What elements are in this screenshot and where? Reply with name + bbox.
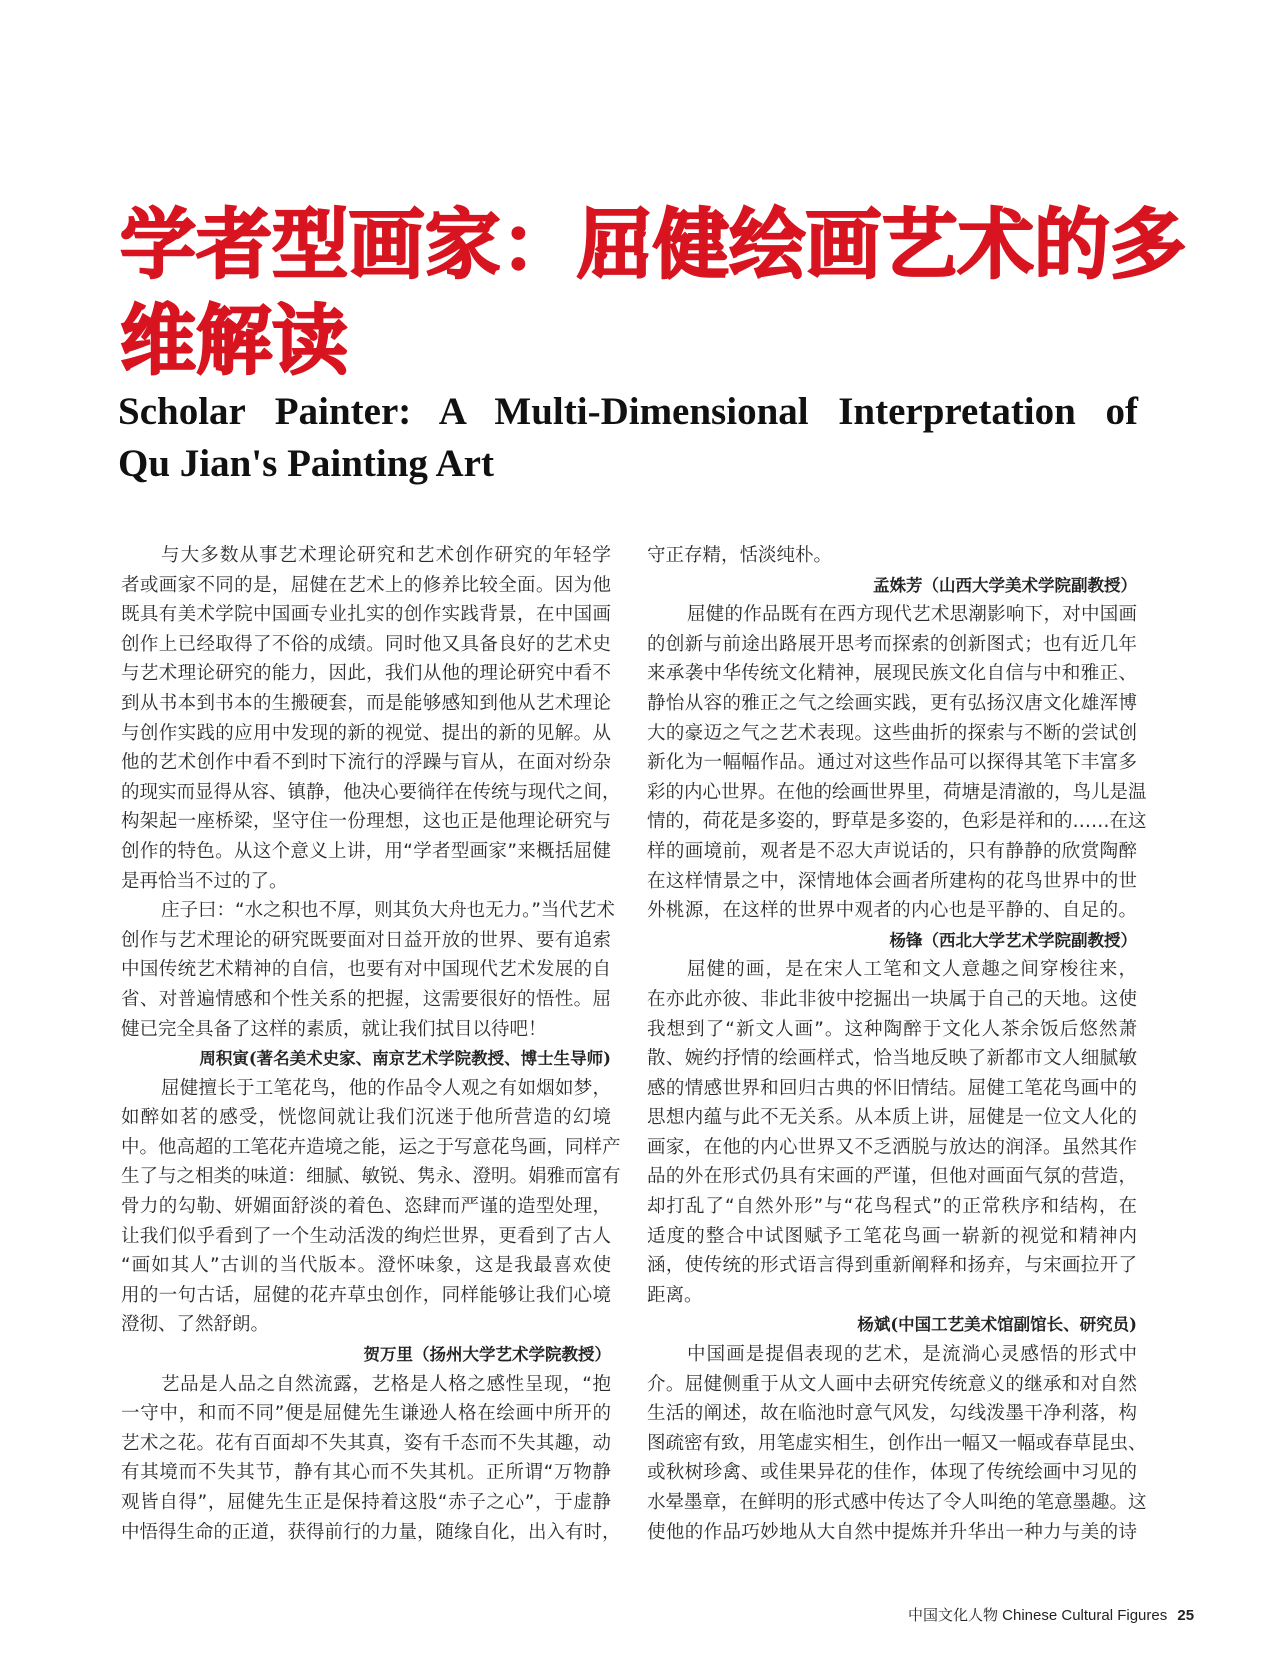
english-title-line-2: Qu Jian's Painting Art [118,442,494,486]
text-line: 既具有美术学院中国画专业扎实的创作实践背景，在中国画 [121,604,611,626]
text-line: 中国画是提倡表现的艺术，是流淌心灵感悟的形式中 [687,1344,1137,1366]
text-line: 有其境而不失其节，静有其心而不失其机。正所谓“万物静 [121,1462,611,1484]
author-attribution: 孟姝芳（山西大学美术学院副教授） [873,575,1137,595]
text-line: 用的一句古话，屈健的花卉草虫创作，同样能够让我们心境 [121,1284,611,1306]
text-line: 省、对普遍情感和个性关系的把握，这需要很好的悟性。屈 [121,988,611,1010]
text-line: 样的画境前，观者是不忍大声说话的，只有静静的欣赏陶醉 [647,840,1137,862]
text-line: 品的外在形式仍具有宋画的严谨，但他对画面气氛的营造， [647,1166,1137,1188]
text-line: 中。他高超的工笔花卉造境之能，运之于写意花鸟画，同样产 [121,1136,621,1158]
text-line: 与大多数从事艺术理论研究和艺术创作研究的年轻学 [161,545,611,566]
text-line: 涵，使传统的形式语言得到重新阐释和扬弃，与宋画拉开了 [647,1255,1137,1277]
text-line: 来承袭中华传统文化精神，展现民族文化自信与中和雅正、 [647,663,1137,685]
text-line: 创作与艺术理论的研究既要面对日益开放的世界、要有追索 [121,929,611,951]
text-line: 者或画家不同的是，屈健在艺术上的修养比较全面。因为他 [121,574,611,596]
article-column-left [121,541,621,1547]
text-line: 艺术之花。花有百面却不失其真，姿有千态而不失其趣，动 [121,1432,611,1454]
text-line: 水晕墨章，在鲜明的形式感中传达了令人叫绝的笔意墨趣。这 [647,1492,1147,1513]
author-attribution: 杨斌(中国工艺美术馆副馆长、研究员) [857,1315,1137,1335]
text-line: 情的，荷花是多姿的，野草是多姿的，色彩是祥和的……在这 [647,811,1147,833]
text-line: 感的情感世界和回归古典的怀旧情结。屈健工笔花鸟画中的 [647,1077,1137,1099]
text-line: 艺品是人品之自然流露，艺格是人格之感性呈现，“抱 [161,1373,611,1395]
text-line: 如醉如茗的感受，恍惚间就让我们沉迷于他所营造的幻境 [121,1107,611,1129]
text-line: 外桃源，在这样的世界中观者的内心也是平静的、自足的。 [647,900,1137,922]
english-title-line-1: Scholar Painter: A Multi-Dimensional Interpretation of [118,390,1138,434]
text-line: 距离。 [647,1284,703,1306]
text-line: 散、婉约抒情的绘画样式，恰当地反映了新都市文人细腻敏 [647,1048,1137,1070]
chinese-title-line-2: 维解读 [120,295,348,385]
text-line: 到从书本到书本的生搬硬套，而是能够感知到他从艺术理论 [121,692,611,714]
text-line: 是再恰当不过的了。 [121,870,288,892]
text-line: 在亦此亦彼、非此非彼中挖掘出一块属于自己的天地。这使 [647,988,1137,1010]
text-line: 彩的内心世界。在他的绘画世界里，荷塘是清澈的，鸟儿是温 [647,781,1147,803]
text-line: “画如其人”古训的当代版本。澄怀味象，这是我最喜欢使 [121,1255,611,1277]
chinese-title [120,197,1186,389]
text-line: 画家，在他的内心世界又不乏洒脱与放达的润泽。虽然其作 [647,1136,1137,1158]
text-line: 或秋树珍禽、或佳果异花的佳作，体现了传统绘画中习见的 [647,1462,1137,1484]
text-line: 却打乱了“自然外形”与“花鸟程式”的正常秩序和结构，在 [647,1196,1137,1218]
chinese-title-line-1: 学者型画家：屈健绘画艺术的多 [120,199,1186,289]
text-line: 与艺术理论研究的能力，因此，我们从他的理论研究中看不 [121,663,611,685]
english-title [118,386,1138,490]
text-line: 他的艺术创作中看不到时下流行的浮躁与盲从，在面对纷杂 [121,752,611,774]
text-line: 守正存精，恬淡纯朴。 [647,545,833,566]
text-line: 中悟得生命的正道，获得前行的力量，随缘自化，出入有时， [121,1521,621,1543]
text-line: 屈健擅长于工笔花鸟，他的作品令人观之有如烟如梦， [161,1077,611,1099]
article-column-right [647,541,1147,1547]
text-line: 中国传统艺术精神的自信，也要有对中国现代艺术发展的自 [121,959,611,981]
author-attribution: 杨锋（西北大学艺术学院副教授） [889,930,1137,950]
text-line: 健已完全具备了这样的素质，就让我们拭目以待吧！ [121,1018,547,1040]
text-line: 生活的阐述，故在临池时意气风发，勾线泼墨干净利落，构 [647,1403,1137,1425]
text-line: 我想到了“新文人画”。这种陶醉于文化人茶余饭后悠然萧 [647,1018,1137,1040]
text-line: 澄彻、了然舒朗。 [121,1314,270,1336]
text-line: 使他的作品巧妙地从大自然中提炼并升华出一种力与美的诗 [647,1521,1137,1543]
text-line: 思想内蕴与此不无关系。从本质上讲，屈健是一位文人化的 [647,1107,1137,1129]
text-line: 创作上已经取得了不俗的成绩。同时他又具备良好的艺术史 [121,633,611,655]
text-line: 屈健的画，是在宋人工笔和文人意趣之间穿梭往来， [687,959,1137,981]
text-line: 骨力的勾勒、妍媚面舒淡的着色、恣肆而严谨的造型处理， [121,1196,611,1218]
text-line: 创作的特色。从这个意义上讲，用“学者型画家”来概括屈健 [121,840,611,862]
text-line: 与创作实践的应用中发现的新的视觉、提出的新的见解。从 [121,722,611,744]
text-line: 介。屈健侧重于从文人画中去研究传统意义的继承和对自然 [647,1373,1137,1395]
text-line: 一守中，和而不同”便是屈健先生谦逊人格在绘画中所开的 [121,1403,611,1425]
text-line: 适度的整合中试图赋予工笔花鸟画一崭新的视觉和精神内 [647,1225,1137,1247]
text-line: 图疏密有致，用笔虚实相生，创作出一幅又一幅或春草昆虫、 [647,1432,1147,1454]
text-line: 静怡从容的雅正之气之绘画实践，更有弘扬汉唐文化雄浑博 [647,692,1137,714]
text-line: 生了与之相类的味道：细腻、敏锐、隽永、澄明。娟雅而富有 [121,1166,621,1188]
author-attribution: 周积寅(著名美术史家、南京艺术学院教授、博士生导师) [199,1049,611,1069]
text-line: 庄子曰：“水之积也不厚，则其负大舟也无力。”当代艺术 [161,900,615,922]
magazine-name: 中国文化人物 Chinese Cultural Figures [908,1607,1168,1624]
text-line: 观皆自得”，屈健先生正是保持着这股“赤子之心”，于虚静 [121,1492,611,1513]
page-footer [908,1604,1194,1625]
text-line: 构架起一座桥梁，坚守住一份理想，这也正是他理论研究与 [121,811,611,833]
text-line: 在这样情景之中，深情地体会画者所建构的花鸟世界中的世 [647,870,1137,892]
text-line: 新化为一幅幅作品。通过对这些作品可以探得其笔下丰富多 [647,752,1137,774]
author-attribution: 贺万里（扬州大学艺术学院教授） [363,1345,611,1365]
text-line: 的创新与前途出路展开思考而探索的创新图式；也有近几年 [647,633,1137,655]
text-line: 让我们似乎看到了一个生动活泼的绚烂世界，更看到了古人 [121,1225,611,1247]
text-line: 屈健的作品既有在西方现代艺术思潮影响下，对中国画 [687,604,1137,626]
text-line: 大的豪迈之气之艺术表现。这些曲折的探索与不断的尝试创 [647,722,1137,744]
page-number: 25 [1177,1607,1195,1624]
text-line: 的现实而显得从容、镇静，他决心要徜徉在传统与现代之间， [121,781,621,803]
